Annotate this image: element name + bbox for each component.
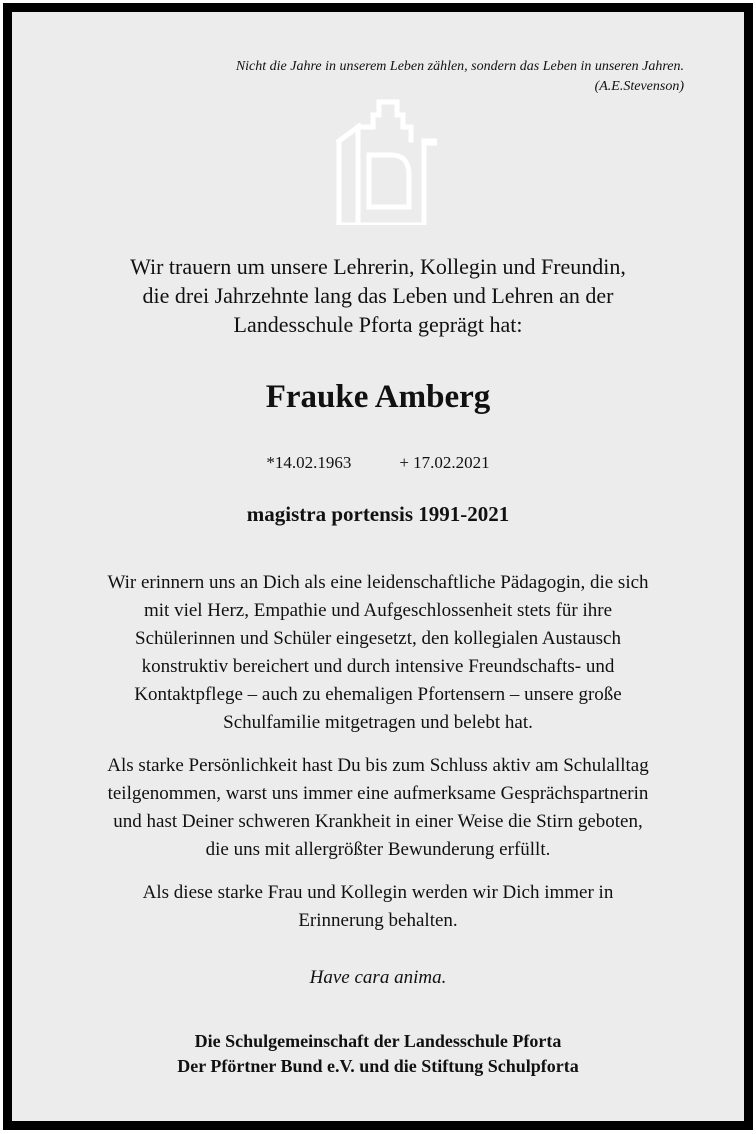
- paragraph-line: teilgenommen, warst uns immer eine aufmerksame Gesprächspartnerin: [107, 783, 649, 804]
- intro-line: Wir trauern um unsere Lehrerin, Kollegin und Freundin,: [130, 254, 626, 279]
- intro-line: Landesschule Pforta geprägt hat:: [233, 312, 523, 337]
- birth-date: *14.02.1963: [266, 453, 352, 472]
- paragraph-line: Schulfamilie mitgetragen und belebt hat.: [223, 712, 533, 733]
- memorial-paragraph: [12, 569, 744, 737]
- paragraph-line: Schülerinnen und Schüler eingesetzt, den kollegialen Austausch: [135, 628, 621, 649]
- signature-line: Der Pförtner Bund e.V. und die Stiftung Schulpforta: [177, 1056, 579, 1076]
- paragraph-line: Als starke Persönlichkeit hast Du bis zum Schluss aktiv am Schulalltag: [107, 755, 649, 776]
- school-building-logo-icon: [325, 97, 437, 225]
- paragraph-line: die uns mit allergrößter Bewunderung erfüllt.: [205, 839, 551, 860]
- life-dates: [12, 452, 744, 474]
- quote-text: Nicht die Jahre in unserem Leben zählen, sondern das Leben in unseren Jahren.: [235, 59, 684, 74]
- honorary-title: magistra portensis 1991-2021: [246, 502, 510, 526]
- paragraph-line: Kontaktpflege – auch zu ehemaligen Pfortensern – unsere große: [134, 684, 622, 705]
- signature-line: Die Schulgemeinschaft der Landesschule Pforta: [194, 1031, 562, 1051]
- paragraph-line: mit viel Herz, Empathie und Aufgeschlossenheit stets für ihre: [143, 600, 613, 621]
- paragraph-line: Als diese starke Frau und Kollegin werden wir Dich immer in: [142, 882, 614, 903]
- deceased-name: Frauke Amberg: [265, 379, 491, 415]
- intro-text: [12, 252, 744, 339]
- intro-line: die drei Jahrzehnte lang das Leben und Lehren an der: [142, 283, 614, 308]
- memorial-paragraph: [12, 752, 744, 864]
- obituary-notice: [3, 3, 753, 1130]
- paragraph-line: Wir erinnern uns an Dich als eine leidenschaftliche Pädagogin, die sich: [107, 572, 649, 593]
- death-date: + 17.02.2021: [399, 453, 490, 472]
- memorial-paragraph: [12, 879, 744, 935]
- epigraph-quote: [84, 57, 684, 97]
- quote-author: (A.E.Stevenson): [594, 79, 684, 94]
- paragraph-line: Erinnerung behalten.: [298, 910, 458, 931]
- signature-block: [12, 1029, 744, 1079]
- paragraph-line: und hast Deiner schweren Krankheit in einer Weise die Stirn geboten,: [113, 811, 643, 832]
- paragraph-line: konstruktiv bereichert und durch intensive Freundschafts- und: [141, 656, 615, 677]
- farewell-text: Have cara anima.: [309, 967, 447, 988]
